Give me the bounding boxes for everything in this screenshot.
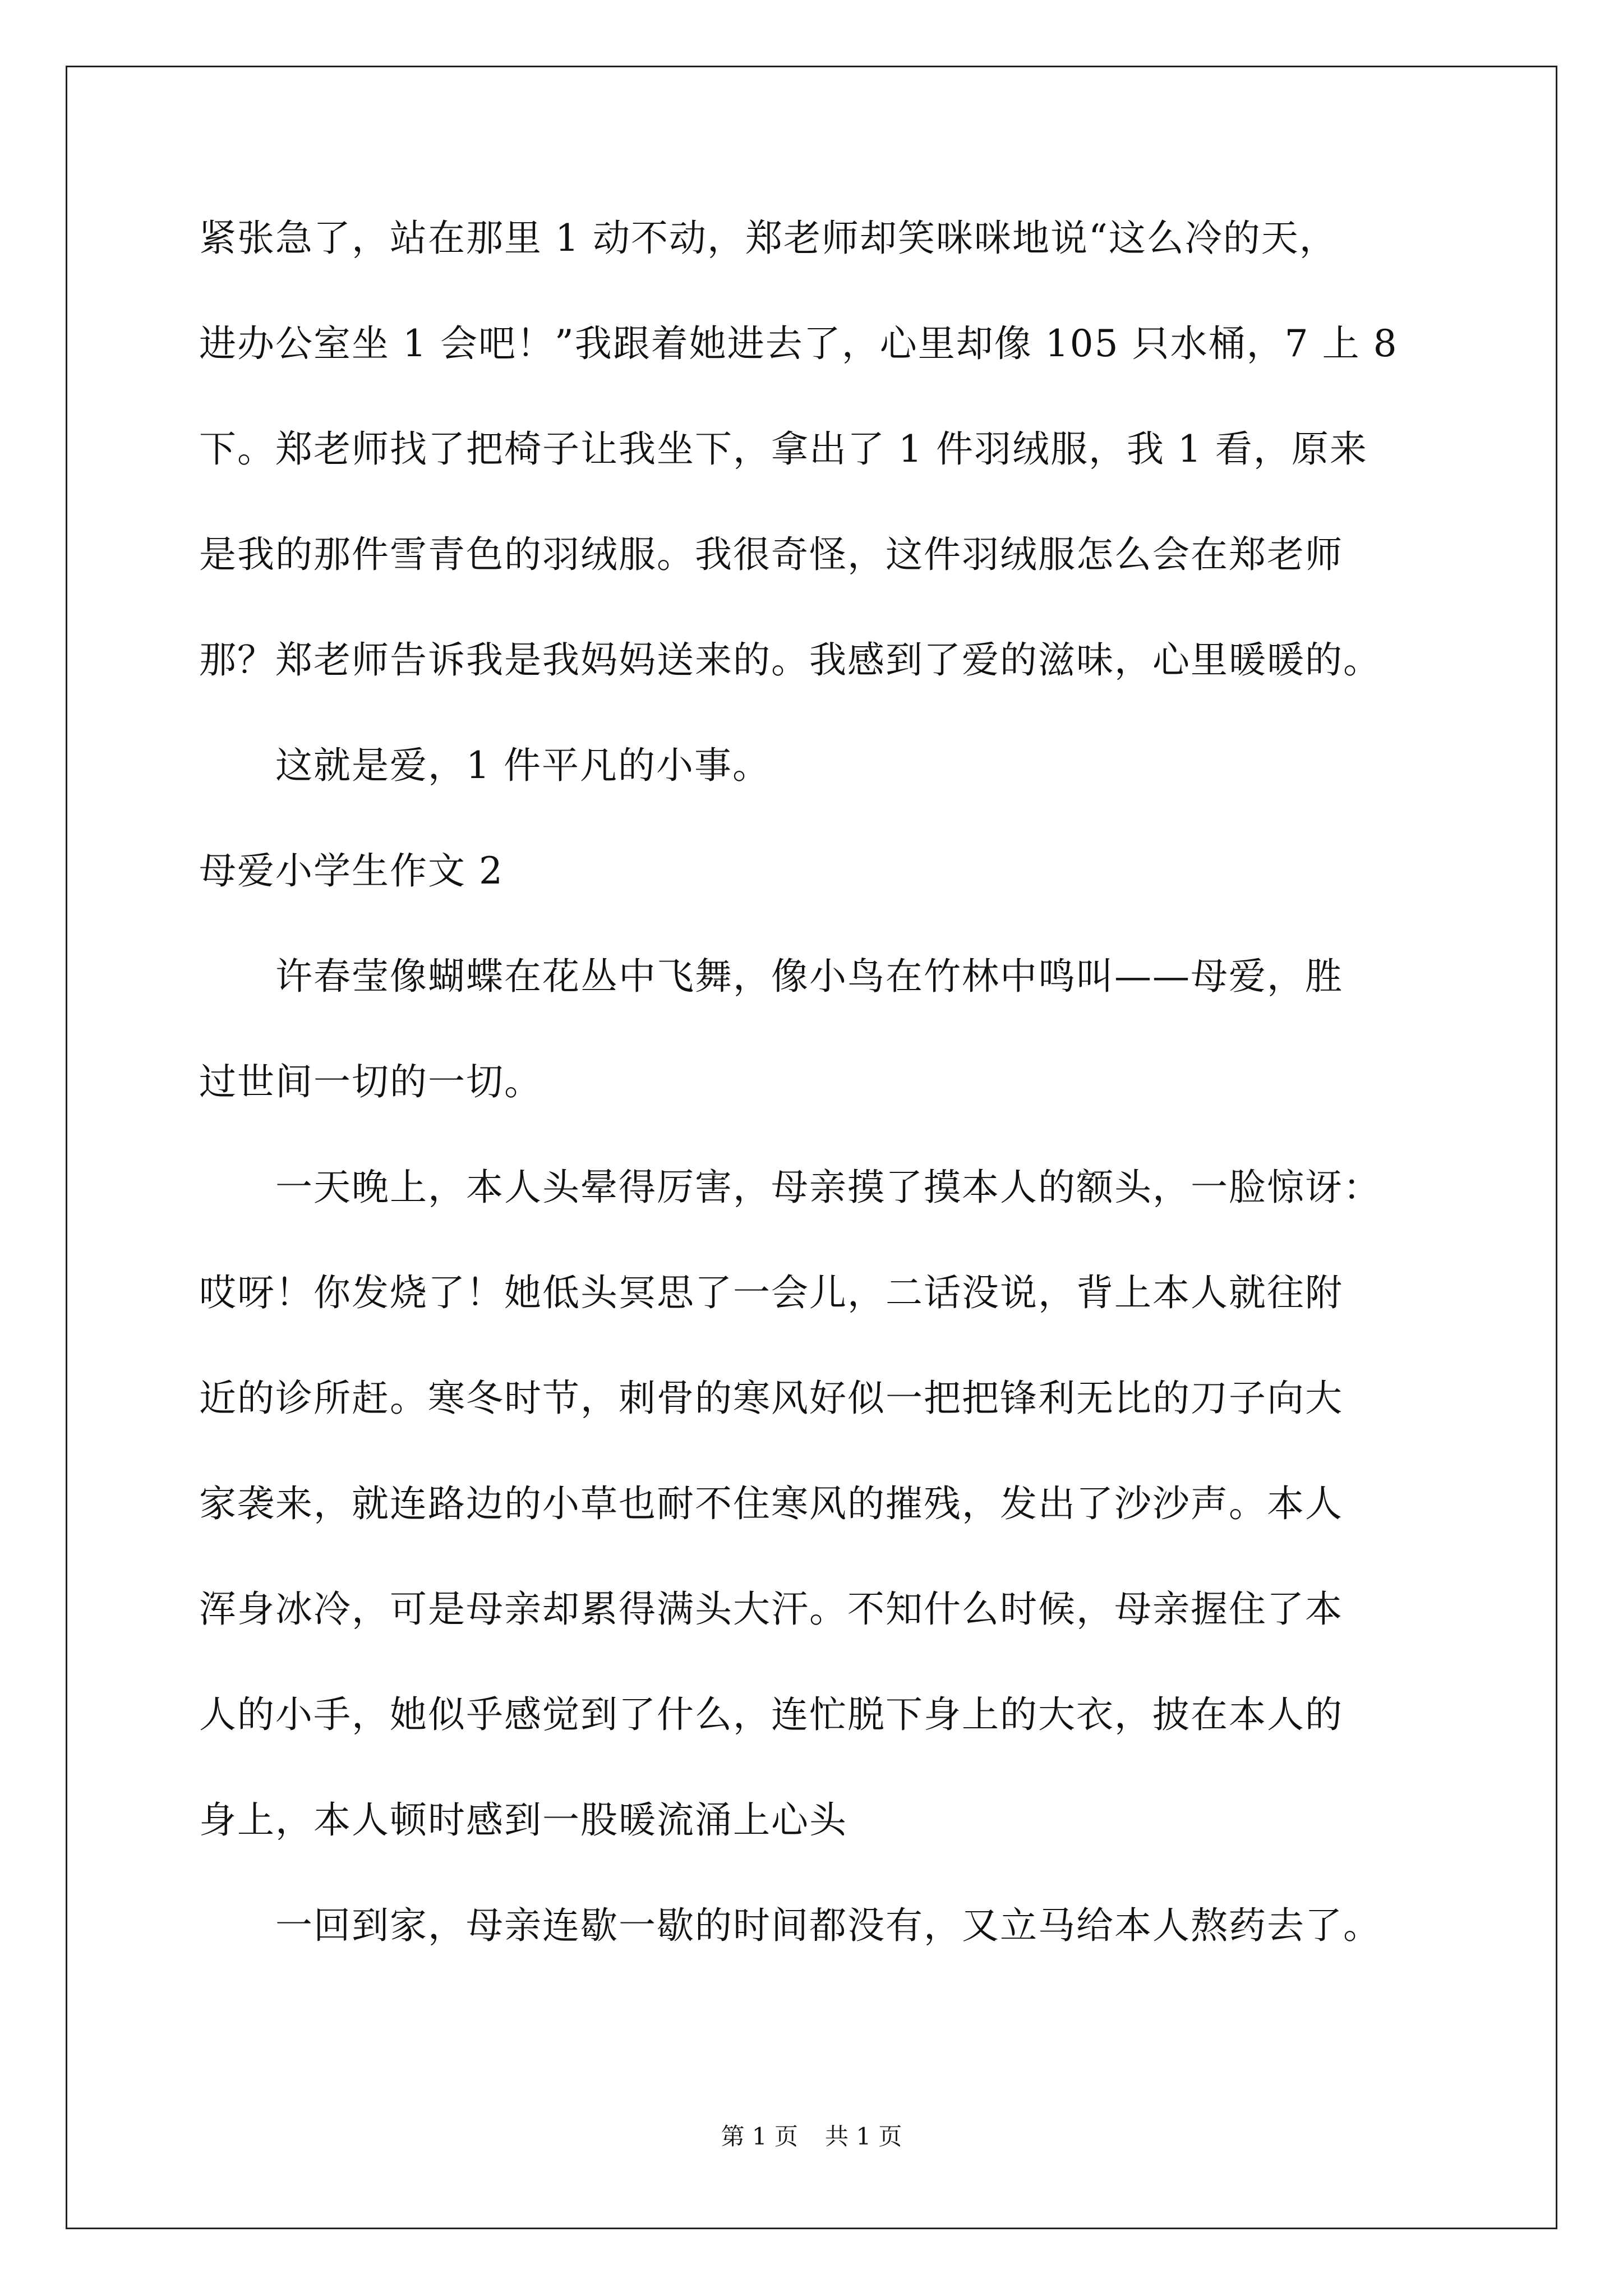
text-line: 这就是爱，1 件平凡的小事。 (199, 744, 771, 787)
text-line: 许春莹像蝴蝶在花丛中飞舞，像小鸟在竹林中鸣叫——母爱，胜 (199, 955, 1343, 998)
text-line: 一回到家，母亲连歇一歇的时间都没有，又立马给本人熬药去了。 (199, 1904, 1381, 1947)
text-line: 是我的那件雪青色的羽绒服。我很奇怪，这件羽绒服怎么会在郑老师 (199, 533, 1343, 576)
text-line: 哎呀！你发烧了！她低头冥思了一会儿，二话没说，背上本人就往附 (199, 1271, 1343, 1314)
text-line: 下。郑老师找了把椅子让我坐下，拿出了 1 件羽绒服，我 1 看，原来 (199, 427, 1368, 471)
text-line: 紧张急了，站在那里 1 动不动，郑老师却笑咪咪地说“这么冷的天， (199, 217, 1338, 260)
section-heading: 母爱小学生作文 2 (199, 849, 504, 892)
text-line: 近的诊所赶。寒冬时节，刺骨的寒风好似一把把锋利无比的刀子向大 (199, 1377, 1343, 1420)
text-line: 那？郑老师告诉我是我妈妈送来的。我感到了爱的滋味，心里暖暖的。 (199, 638, 1381, 682)
text-line: 人的小手，她似乎感觉到了什么，连忙脱下身上的大衣，披在本人的 (199, 1693, 1343, 1736)
text-line: 家袭来，就连路边的小草也耐不住寒风的摧残，发出了沙沙声。本人 (199, 1482, 1343, 1525)
text-line: 一天晚上，本人头晕得厉害，母亲摸了摸本人的额头，一脸惊讶： (199, 1166, 1381, 1209)
text-line: 进办公室坐 1 会吧！”我跟着她进去了，心里却像 105 只水桶，7 上 8 (199, 322, 1398, 365)
page-number-total: 共 1 页 (825, 2123, 902, 2150)
document-body (199, 210, 1453, 2003)
page-number-current: 第 1 页 (721, 2123, 798, 2150)
page-footer (0, 2118, 1623, 2152)
text-line: 身上，本人顿时感到一股暖流涌上心头 (199, 1798, 847, 1842)
text-line: 浑身冰冷，可是母亲却累得满头大汗。不知什么时候，母亲握住了本 (199, 1588, 1343, 1631)
text-line: 过世间一切的一切。 (199, 1060, 542, 1103)
